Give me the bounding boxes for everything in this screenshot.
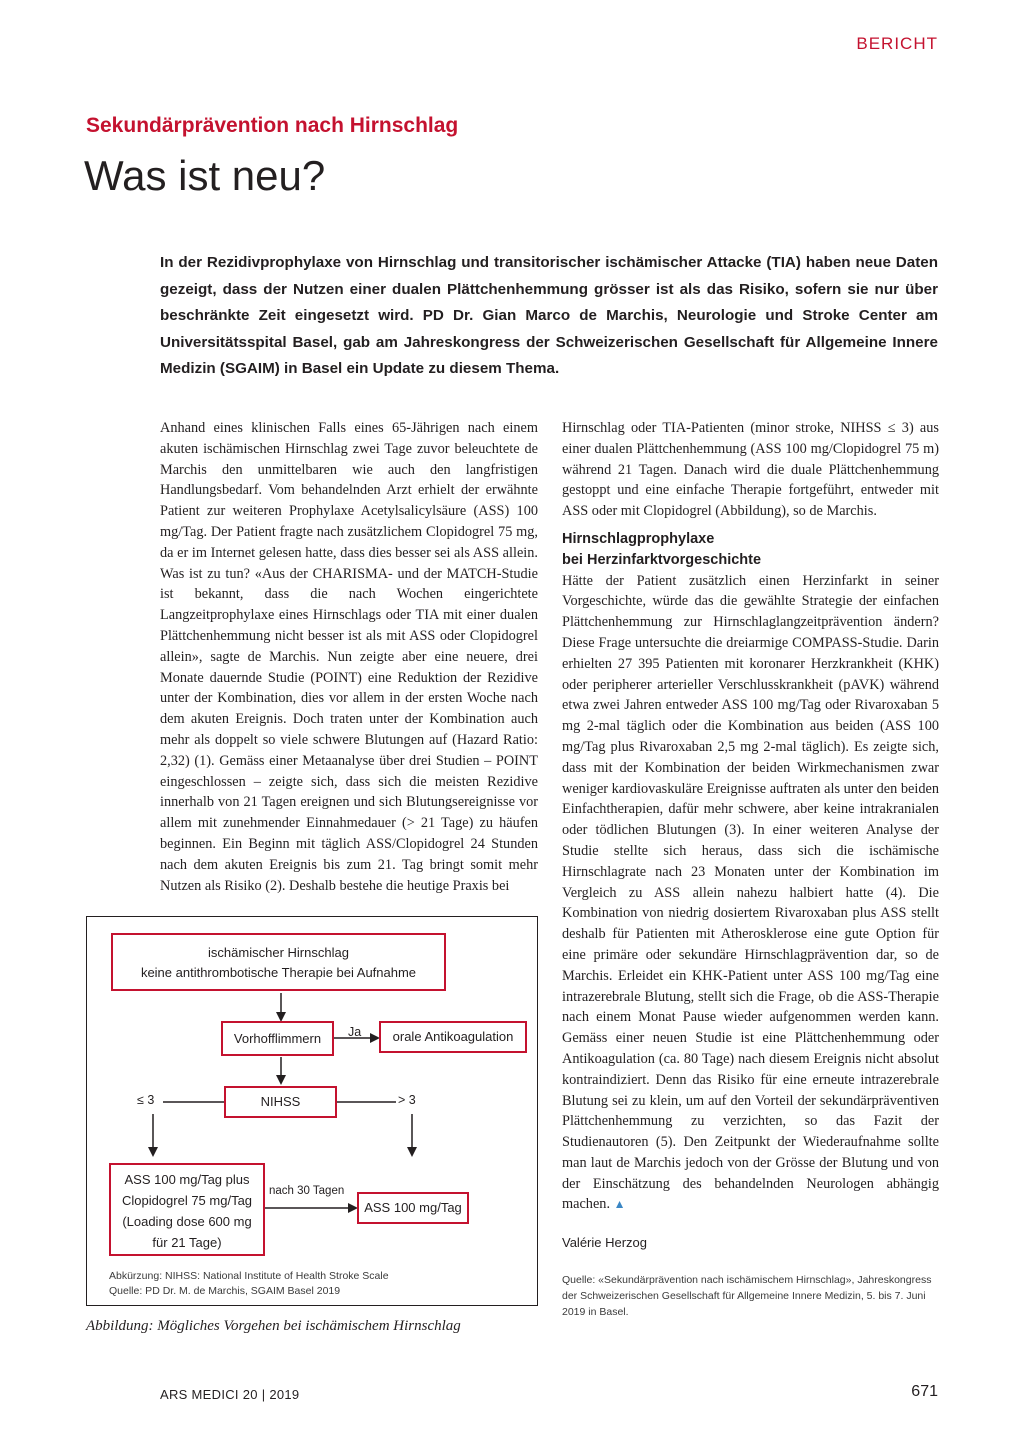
flow-box-oak: orale Antikoagulation — [379, 1021, 527, 1053]
body-paragraph: Anhand eines klinischen Falls eines 65-Jährigen nach einem akuten ischämischen Hirnschlag zwei Tage zuvor beleuchtete de Marchis den unmittelbaren wie auch den langfristigen Handlungsbedarf. Vom behandelnden Arzt erhielt der erwähnte Patient zur weiteren Prophylaxe Acetylsalicylsäure (ASS) 100 mg/Tag. Der Patient fragte nach zusätzlichem Clopidogrel 75 mg, da er im Internet gelesen hatte, dass dies besser sei als ASS allein. Was ist zu tun? «Aus der CHARISMA- und der MATCH-Studie ist bekannt, dass die nach Wochen eingerichtete Langzeitprophylaxe eines Hirnschlags oder TIA mit einer dualen Plättchenhemmung nicht besser ist als mit ASS oder Clopidogrel allein», sagte de Marchis. Nun zeigte aber eine neuere, drei Monate dauernde Studie (POINT) eine Reduktion der Rezidive unter der Kombination, dies vor allem in der ersten Woche nach dem akuten Ereignis. Doch traten unter der Kombination auch mehr als doppelt so viele schwere Blutungen auf (Hazard Ratio: 2,32) (1). Gemäss einer Metaanalyse über drei Studien – POINT eingeschlossen – zeigte sich, dass sich die meisten Rezidive innerhalb von 21 Tagen ereignen und sich Blutungsereignisse vor allem mit zunehmender Einnahmedauer (> 21 Tage) zu häufen beginnen. Ein Beginn mit täglich ASS/Clopidogrel 24 Stunden nach dem akuten Ereignis bis zum 21. Tag bringt somit mehr Nutzen als Risiko (2). Deshalb bestehe die heutige Praxis bei — [160, 420, 538, 894]
flow-box-dapt-line: für 21 Tage) — [152, 1235, 222, 1250]
flow-box-vorhofflimmern: Vorhofflimmern — [221, 1021, 334, 1056]
figure-notes — [109, 1269, 389, 1299]
subheading-line: Hirnschlagprophylaxe — [562, 530, 715, 547]
flow-box-dapt-line: ASS 100 mg/Tag plus — [124, 1172, 250, 1187]
flow-label-le3: ≤ 3 — [137, 1093, 155, 1107]
flow-box-start-line: keine antithrombotische Therapie bei Aufnahme — [140, 965, 417, 980]
flow-box-start-line: ischämischer Hirnschlag — [208, 945, 349, 960]
body-paragraph: Hirnschlag oder TIA-Patienten (minor stroke, NIHSS ≤ 3) aus einer dualen Plättchenhemmung (ASS 100 mg/Clopidogrel 75 m) während 21 Tagen. Danach wird die duale Plättchenhemmung gestoppt und eine einfache Therapie fortgeführt, entweder mit ASS oder mit Clopidogrel (Abbildung), so de Marchis. — [562, 420, 939, 520]
subheading-line: bei Herzinfarktvorgeschichte — [562, 551, 762, 568]
body-paragraph-text: Hätte der Patient zusätzlich einen Herzinfarkt in seiner Vorgeschichte, würde das die gewählte Strategie der einfachen Plättchenhemmung zur Hirnschlaglangzeitprävention ändern? Diese Frage untersuchte die dreiarmige COMPASS-Studie. Darin erhielten 27 395 Patienten mit koronarer Herzkrankheit (KHK) oder peripherer arterieller Verschlusskrankheit (pAVK) während etwa zwei Jahren entweder ASS 100 mg/Tag oder Rivaroxaban 5 mg 2-mal täglich oder die Kombination aus beiden (ASS 100 mg/Tag plus Rivaroxaban 2,5 mg 2-mal täglich). Es zeigte sich, dass mit der Kombination der beiden Wirkmechanismen zwar weniger kardiovaskuläre Ereignisse auftraten als unter den beiden Einfachtherapien, dafür mehr schwere, aber keine intrakranialen oder tödlichen Blutungen (3). In einer weiteren Analyse der Studie stellte sich heraus, dass sich die ischämische Hirnschlagrate nach 23 Monaten unter der Kombination im Vergleich zu ASS allein nahezu halbiert hatte (4). Die Kombination von niedrig dosiertem Rivaroxaban plus ASS stellt deshalb für Patienten mit Atherosklerose eine gute Option für eine primäre oder sekundäre Hirnschlagprävention dar, so de Marchis. Erleidet ein KHK-Patient unter ASS 100 mg/Tag eine intrazerebrale Blutung, stellt sich die Frage, ob die ASS-Therapie nach einem Monat Pause wieder aufgenommen werden kann. Gemäss einer neuen Studie ist eine Plättchenhemmung oder Antikoagulation (ca. 80 Tage) nach diesem Ereignis nicht absolut kontraindiziert. Denn das Risiko für eine erneute intrazerebrale Blutung sei zu klein, um auf den Vorteil der sekundärpräventiven Plättchenhemmung zu verzichten, so das Fazit der Studienautoren (5). Den Zeitpunkt der Wiederaufnahme sollte man laut de Marchis jedoch von der Grösse der Blutung und von der Einschätzung des behandelnden Neurologen abhängig machen. — [562, 572, 939, 1213]
figure-caption: Abbildung: Mögliches Vorgehen bei ischämischem Hirnschlag — [86, 1318, 461, 1334]
flow-box-dapt-line: (Loading dose 600 mg — [122, 1214, 252, 1229]
flow-label-ja: Ja — [348, 1025, 362, 1039]
author: Valérie Herzog — [562, 1235, 648, 1251]
flow-box-ass: ASS 100 mg/Tag — [357, 1192, 469, 1224]
subheading — [562, 529, 939, 571]
source-note: Quelle: «Sekundärprävention nach ischämischem Hirnschlag», Jahreskongress der Schweizerischen Gesellschaft für Allgemeine Innere Medizin, 5. bis 7. Juni 2019 in Basel. — [562, 1274, 932, 1319]
figure-flowchart — [86, 916, 538, 1306]
flow-box-dapt-line: Clopidogrel 75 mg/Tag — [121, 1193, 253, 1208]
figure-note-abbreviation: Abkürzung: NIHSS: National Institute of Health Stroke Scale — [109, 1270, 389, 1282]
body-paragraph — [562, 571, 939, 1216]
flow-label-after-30-days: nach 30 Tagen — [269, 1185, 345, 1197]
body-column-right — [562, 418, 939, 1320]
page-number: 671 — [911, 1383, 938, 1400]
article-title: Was ist neu? — [84, 152, 326, 199]
article-kicker: Sekundärprävention nach Hirnschlag — [86, 114, 459, 137]
flow-label-gt3: > 3 — [398, 1093, 416, 1107]
figure-note-source: Quelle: PD Dr. M. de Marchis, SGAIM Basel 2019 — [109, 1285, 341, 1297]
flow-box-start — [111, 933, 446, 991]
end-mark-icon: ▲ — [613, 1197, 626, 1212]
section-tag: BERICHT — [856, 34, 938, 53]
footer-journal: ARS MEDICI 20 | 2019 — [160, 1387, 300, 1402]
article-lead: In der Rezidivprophylaxe von Hirnschlag und transitorischer ischämischer Attacke (TIA) haben neue Daten gezeigt, dass der Nutzen einer dualen Plättchenhemmung grösser ist als das Risiko, sofern sie nur über beschränkte Zeit eingesetzt wird. PD Dr. Gian Marco de Marchis, Neurologie und Stroke Center am Universitätsspital Basel, gab am Jahreskongress der Schweizerischen Gesellschaft für Allgemeine Innere Medizin (SGAIM) in Basel ein Update zu diesem Thema. — [160, 254, 938, 377]
body-column-left — [160, 418, 538, 896]
flow-box-dapt — [109, 1163, 265, 1256]
flow-box-nihss: NIHSS — [224, 1086, 337, 1118]
